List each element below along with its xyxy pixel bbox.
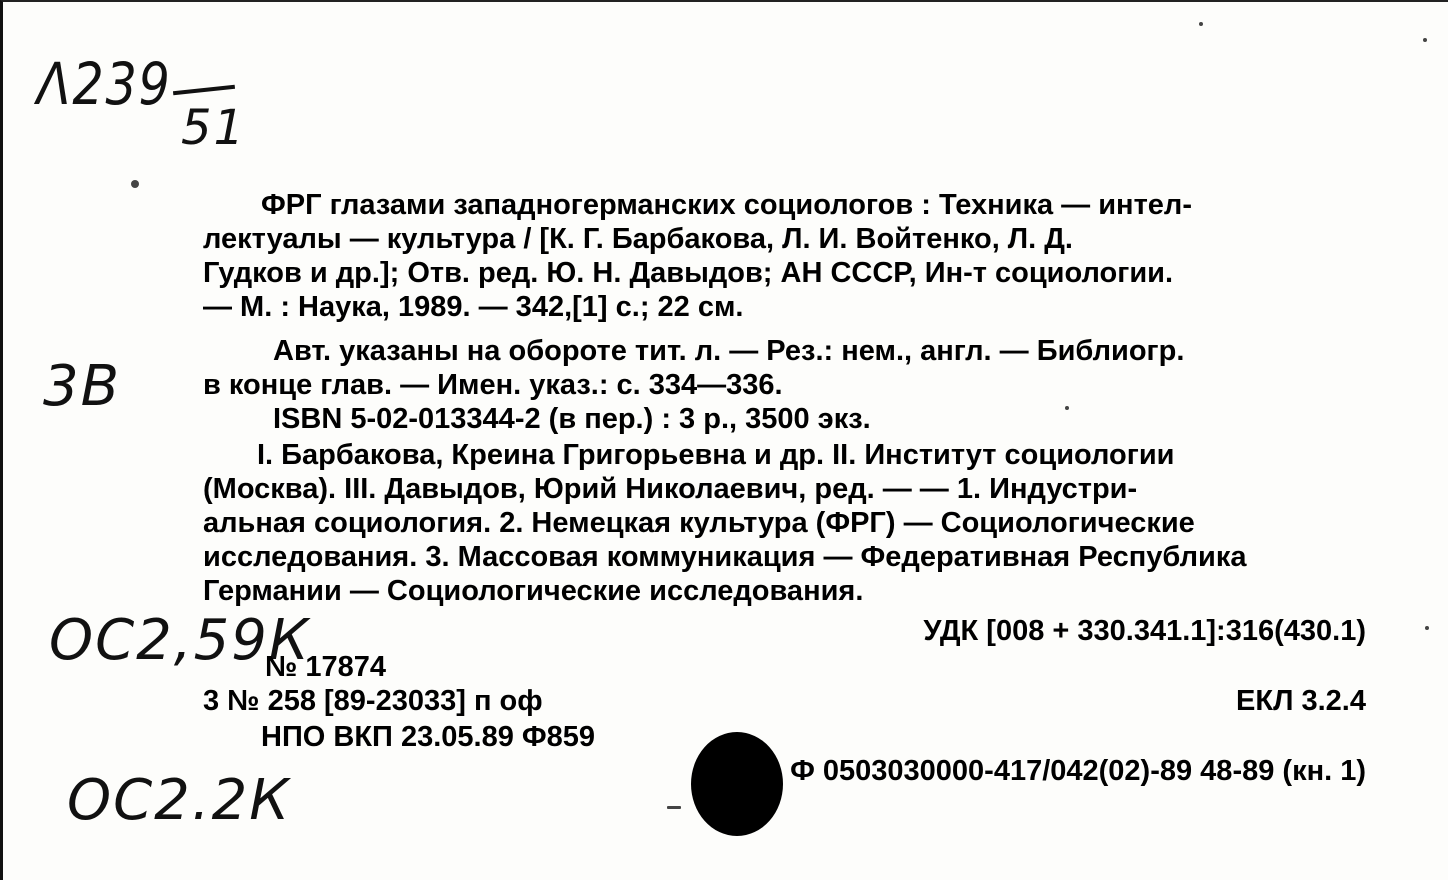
bibliographic-entry (203, 188, 1192, 324)
notes-line-1: Авт. указаны на обороте тит. л. — Рез.: нем., англ. — Библиогр. (273, 335, 1185, 367)
handwritten-location-code-1: ОС2,59К (49, 608, 311, 673)
entry-title: ФРГ глазами западногерманских социологов (261, 189, 914, 221)
subject-headings (203, 438, 1247, 608)
entry-subtitle: : Техника — интел- (913, 189, 1192, 221)
entry-notes (203, 334, 1184, 402)
subjects-line-4: исследования. 3. Массовая коммуникация — Федеративная Республика (203, 541, 1247, 573)
order-number: 3 № 258 [89-23033] п оф (203, 685, 543, 717)
entry-line-3: Гудков и др.]; Отв. ред. Ю. Н. Давыдов; АН СССР, Ин-т социологии. (203, 257, 1174, 289)
subjects-line-2: (Москва). III. Давыдов, Юрий Николаевич, ред. — — 1. Индустри- (203, 473, 1138, 505)
subjects-line-3: альная социология. 2. Немецкая культура (ФРГ) — Социологические (203, 507, 1195, 539)
handwritten-location-code-2: ОС2.2К (67, 768, 291, 833)
notes-line-2: в конце глав. — Имен. указ.: с. 334—336. (203, 369, 783, 401)
entry-line-2: лектуалы — культура / [К. Г. Барбакова, Л. И. Войтенко, Л. Д. (203, 223, 1073, 255)
ekl-code: ЕКЛ 3.2.4 (1236, 685, 1366, 717)
scan-speck (131, 180, 139, 188)
scan-speck (1425, 626, 1429, 630)
scan-speck (1065, 406, 1069, 410)
isbn-line: ISBN 5-02-013344-2 (в пер.) : 3 р., 3500 экз. (273, 403, 871, 435)
printer-imprint: НПО ВКП 23.05.89 Ф859 (261, 721, 596, 753)
accession-number: № 17874 (265, 651, 387, 683)
handwritten-shelf-mark-sub: 51 (181, 100, 247, 156)
scan-speck (1423, 38, 1427, 42)
scan-speck (1199, 22, 1203, 26)
subjects-line-1: I. Барбакова, Креина Григорьевна и др. II. Институт социологии (257, 439, 1175, 471)
catalog-index: Ф 0503030000-417/042(02)-89 48-89 (кн. 1) (790, 755, 1366, 787)
shelf-mark-fraction-line (173, 85, 235, 95)
udc-classification: УДК [008 + 330.341.1]:316(430.1) (923, 615, 1366, 647)
handwritten-room-mark: 3В (43, 354, 122, 419)
entry-line-4: — М. : Наука, 1989. — 342,[1] с.; 22 см. (203, 291, 744, 323)
entry-line-1 (203, 188, 1192, 222)
ink-blot (691, 732, 783, 836)
scan-speck (667, 806, 681, 809)
subjects-line-5: Германии — Социологические исследования. (203, 575, 864, 607)
handwritten-shelf-mark: Λ239 (37, 50, 172, 118)
